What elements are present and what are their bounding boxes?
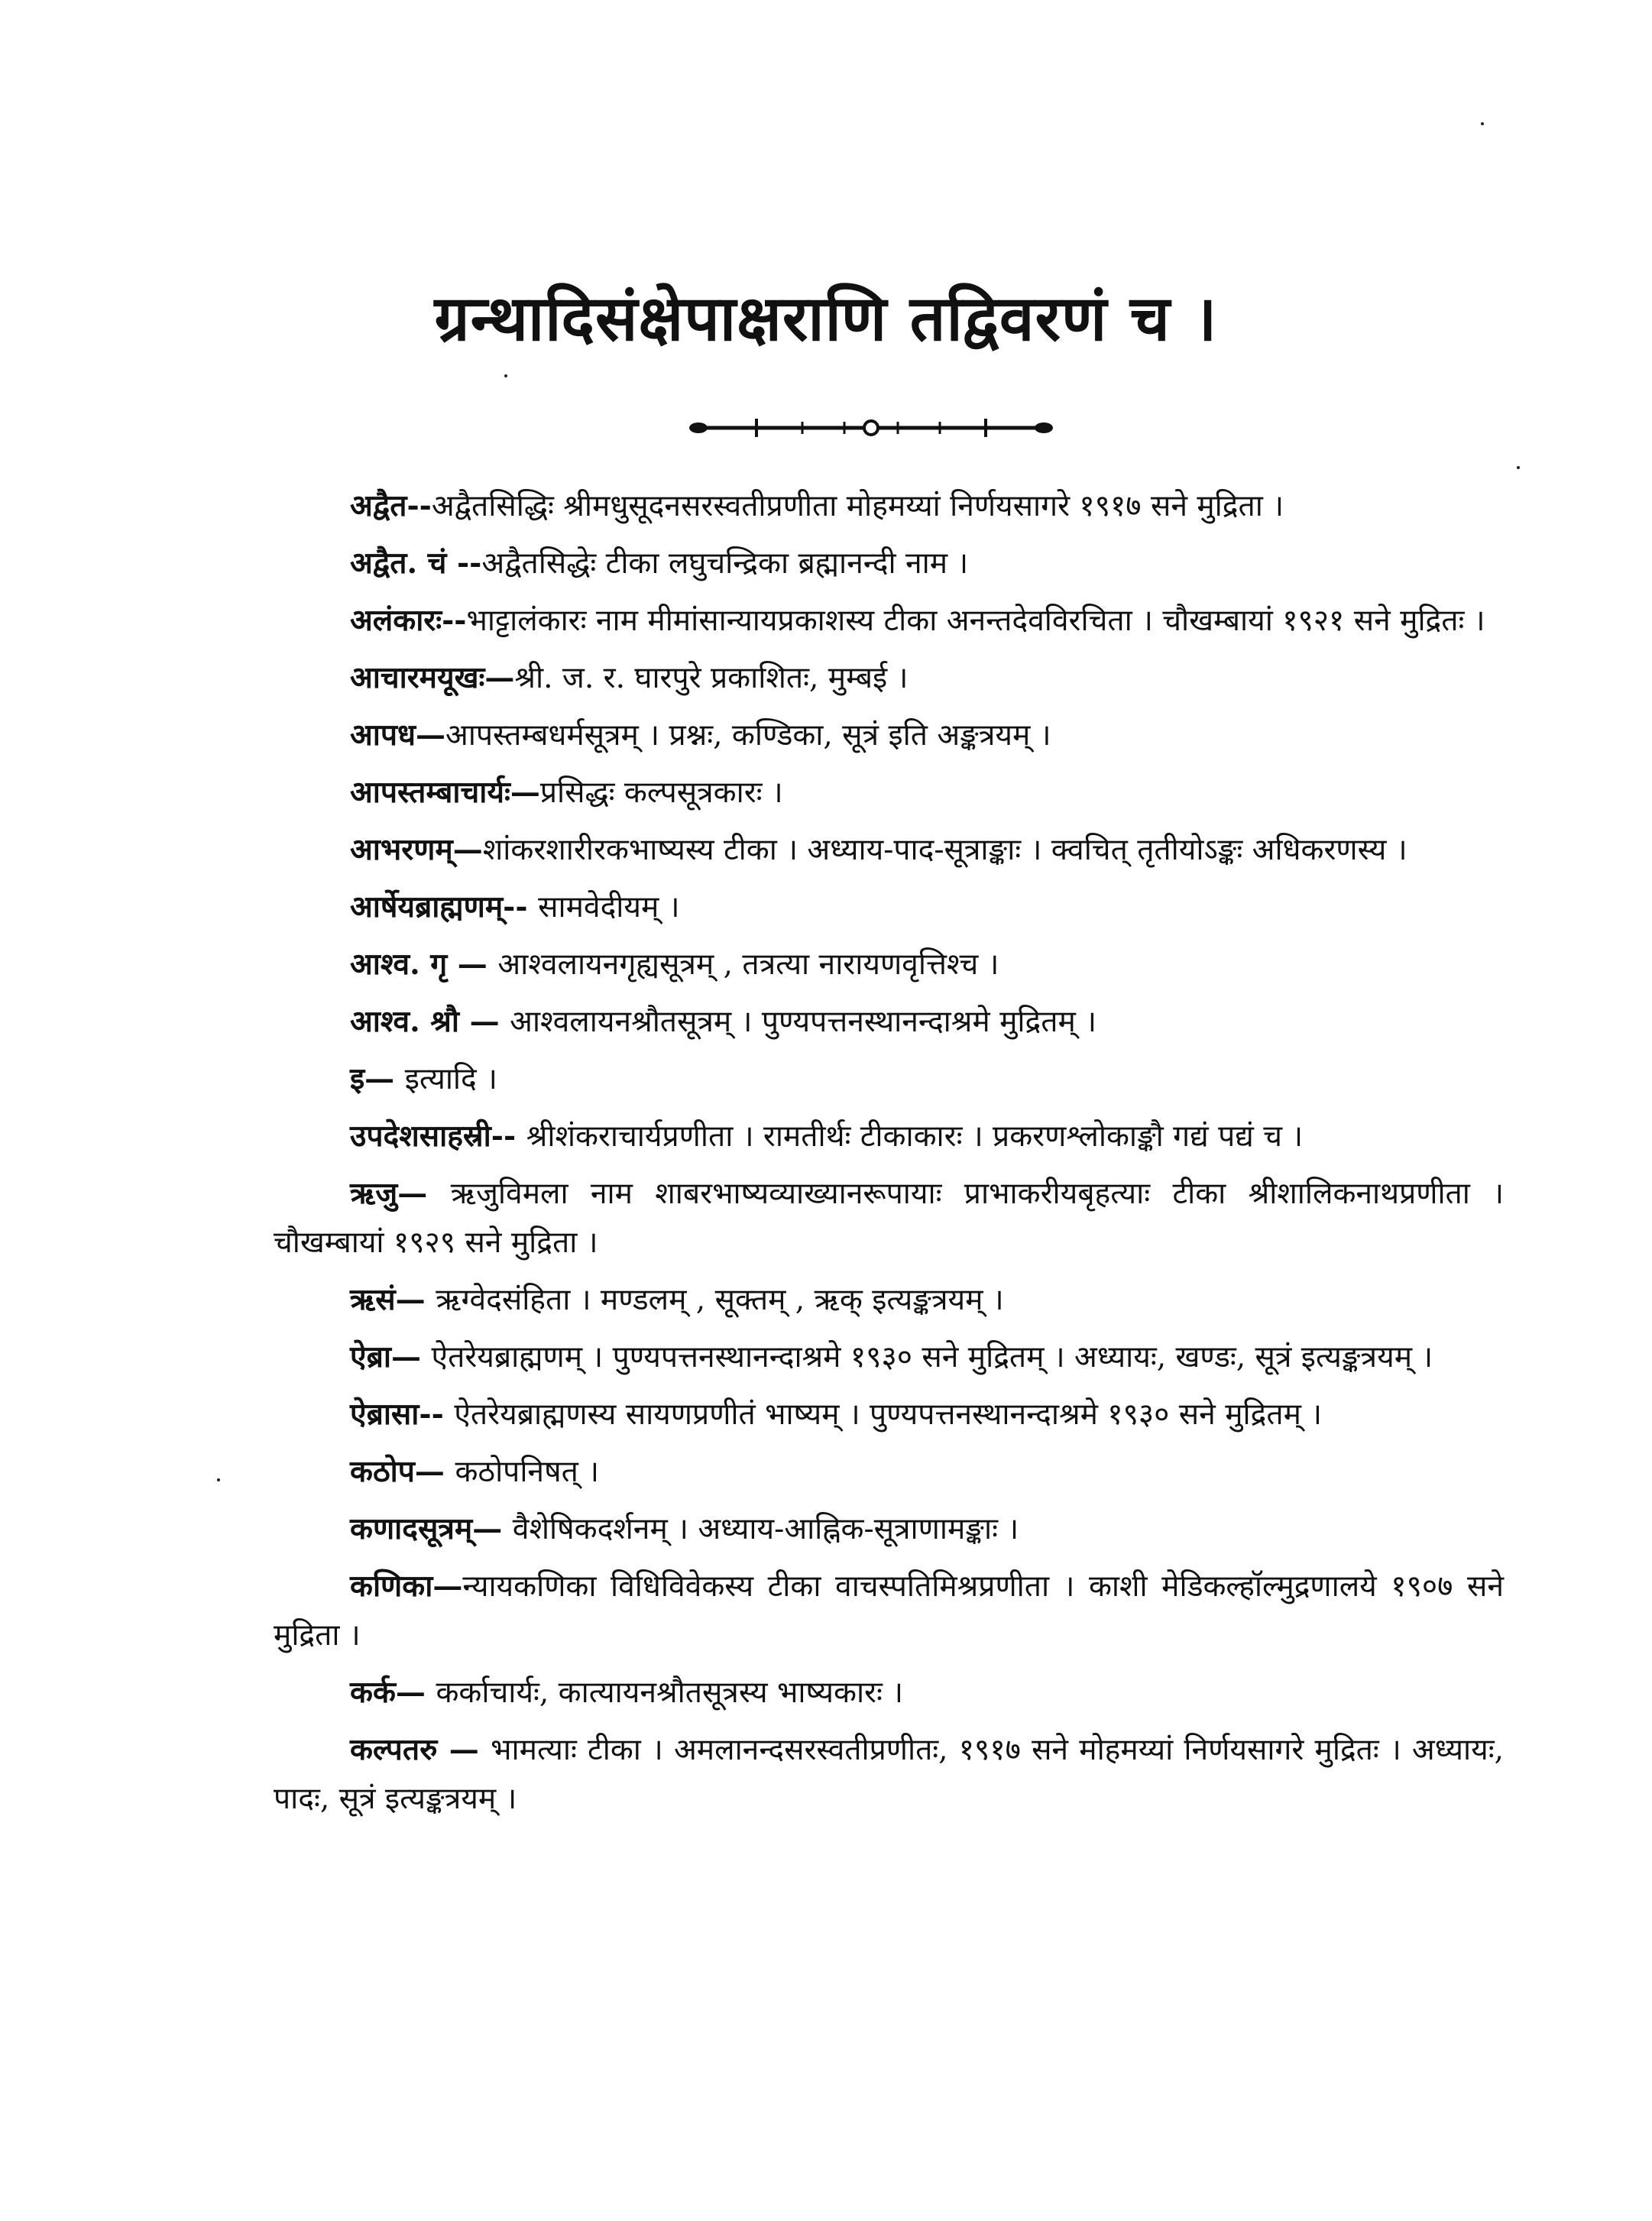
list-item [274, 1390, 1504, 1439]
separator-dash: -- [491, 1119, 526, 1154]
abbreviation-list [274, 481, 1504, 1831]
abbreviation-description: ऐतरेयब्राह्मणस्य सायणप्रणीतं भाष्यम् । पुण्यपत्तनस्थानन्दाश्रमे १९३० सने मुद्रितम् । [454, 1397, 1323, 1432]
separator-dash: -- [407, 488, 432, 523]
abbreviation-term: आश्व. गृ [350, 947, 448, 982]
abbreviation-description: ऐतरेयब्राह्मणम् । पुण्यपत्तनस्थानन्दाश्रमे १९३० सने मुद्रितम् । अध्यायः, खण्डः, सूत्रं इत्यङ्कत्रयम् । [431, 1340, 1433, 1374]
separator-dash: -- [503, 889, 539, 924]
list-item [274, 1275, 1504, 1325]
abbreviation-term: उपदेशसाहस्री [350, 1119, 491, 1154]
list-item [274, 596, 1504, 646]
abbreviation-description: वैशेषिकदर्शनम् । अध्याय-आह्निक-सूत्राणामङ्काः । [512, 1512, 1019, 1546]
abbreviation-description: शांकरशारीरकभाष्यस्य टीका । अध्याय-पाद-सूत्राङ्काः । क्वचित् तृतीयोऽङ्कः अधिकरणस्य । [482, 833, 1407, 867]
separator-dash: — [416, 717, 445, 753]
abbreviation-term: अद्वैत. चं [350, 546, 447, 581]
separator-dash: — [364, 1061, 405, 1096]
list-item [274, 1332, 1504, 1382]
list-item [274, 539, 1504, 588]
scan-speck [1481, 122, 1484, 125]
separator-dash: -- [419, 1397, 455, 1432]
page-title: ग्रन्थादिसंक्षेपाक्षराणि तद्विवरणं च । [434, 282, 1218, 355]
list-item [274, 1504, 1504, 1554]
list-item [274, 1668, 1504, 1718]
list-item [274, 481, 1504, 531]
abbreviation-term: इ [350, 1061, 365, 1096]
list-item [274, 1562, 1504, 1660]
abbreviation-term: कल्पतरु [350, 1732, 438, 1767]
scan-speck [217, 1478, 220, 1481]
list-item [274, 1725, 1504, 1824]
abbreviation-description: श्री. ज. र. घारपुरे प्रकाशितः, मुम्बई । [514, 661, 909, 695]
abbreviation-term: आश्व. श्रौ [350, 1004, 459, 1039]
abbreviation-term: आचारमयूखः [350, 660, 485, 695]
abbreviation-description: आश्वलायनश्रौतसूत्रम् । पुण्यपत्तनस्थानन्दाश्रमे मुद्रितम् । [510, 1005, 1096, 1039]
abbreviation-term: आपध [350, 717, 416, 753]
abbreviation-description: भाट्टालंकारः नाम मीमांसान्यायप्रकाशस्य टीका अनन्तदेवविरचिता । चौखम्बायां १९२१ सने मुद्रितः । [466, 604, 1485, 638]
abbreviation-description: आश्वलायनगृह्यसूत्रम् , तत्रत्या नारायणवृत्तिश्च । [497, 947, 999, 982]
list-item [274, 825, 1504, 875]
separator-dash: — [432, 1569, 463, 1604]
abbreviation-description: भामत्याः टीका । अमलानन्दसरस्वतीप्रणीतः, १९१७ सने मोहमय्यां निर्णयसागरे मुद्रितः । अध्यायः, पादः, सूत्रं इत्यङ्कत्रयम् । [274, 1733, 1504, 1816]
list-item [274, 940, 1504, 989]
abbreviation-term: आपस्तम्बाचार्यः [350, 775, 510, 810]
list-item [274, 882, 1504, 932]
abbreviation-term: ऋजु [350, 1176, 398, 1211]
separator-dash: — [395, 1282, 436, 1317]
abbreviation-description: अद्वैतसिद्धेः टीका लघुचन्द्रिका ब्रह्मानन्दी नाम । [481, 546, 969, 581]
abbreviation-description: अद्वैतसिद्धिः श्रीमधुसूदनसरस्वतीप्रणीता मोहमय्यां निर्णयसागरे १९१७ सने मुद्रिता । [431, 489, 1284, 523]
list-item [274, 1447, 1504, 1497]
abbreviation-description: प्रसिद्धः कल्पसूत्रकारः । [539, 775, 783, 810]
abbreviation-term: ऐब्रासा [350, 1397, 419, 1432]
list-item [274, 1169, 1504, 1268]
separator-dash: — [510, 775, 540, 810]
abbreviation-term: ऋसं [350, 1282, 396, 1317]
abbreviation-term: आभरणम् [350, 832, 453, 867]
abbreviation-description: कर्काचार्यः, कात्यायनश्रौतसूत्रस्य भाष्यकारः । [436, 1675, 904, 1710]
separator-dash: — [437, 1732, 491, 1767]
separator-dash: — [390, 1339, 432, 1374]
abbreviation-description: सामवेदीयम् । [538, 890, 680, 924]
separator-dash: — [397, 1176, 451, 1211]
list-item [274, 711, 1504, 760]
abbreviation-term: आर्षेयब्राह्मणम् [350, 889, 504, 924]
abbreviation-term: कणिका [350, 1569, 433, 1604]
separator-dash: — [459, 1004, 510, 1039]
separator-dash: — [472, 1511, 513, 1546]
separator-dash: — [452, 832, 483, 867]
separator-dash: -- [442, 603, 467, 638]
abbreviation-description: श्रीशंकराचार्यप्रणीता । रामतीर्थः टीकाकारः । प्रकरणश्लोकाङ्कौ गद्यं पद्यं च । [526, 1119, 1304, 1154]
abbreviation-term: कणादसूत्रम् [350, 1511, 473, 1546]
list-item [274, 1054, 1504, 1104]
list-item [274, 768, 1504, 817]
abbreviation-description: ऋग्वेदसंहिता । मण्डलम् , सूक्तम् , ऋक् इत्यङ्कत्रयम् । [436, 1283, 1004, 1317]
list-item [274, 653, 1504, 703]
abbreviation-description: आपस्तम्बधर्मसूत्रम् । प्रश्नः, कण्डिका, सूत्रं इति अङ्कत्रयम् । [445, 718, 1051, 753]
scan-speck [1517, 466, 1520, 469]
scan-speck [504, 374, 507, 377]
abbreviation-description: न्यायकणिका विधिविवेकस्य टीका वाचस्पतिमिश्रप्रणीता । काशी मेडिकल्हॉल्मुद्रणालये १९०७ सने मुद्रिता । [274, 1569, 1504, 1653]
divider-ornament [688, 413, 1054, 443]
separator-dash: — [484, 660, 515, 695]
abbreviation-description: ऋजुविमला नाम शाबरभाष्यव्याख्यानरूपायाः प्राभाकरीयबृहत्याः टीका श्रीशालिकनाथप्रणीता । चौखम्बायां १९२९ सने मुद्रिता । [274, 1177, 1504, 1260]
separator-dash: — [447, 947, 498, 982]
abbreviation-term: अद्वैत [350, 488, 407, 523]
abbreviation-term: अलंकारः [350, 603, 442, 638]
separator-dash: -- [446, 546, 482, 581]
separator-dash: — [395, 1675, 436, 1710]
abbreviation-term: कर्क [350, 1675, 396, 1710]
list-item [274, 1112, 1504, 1161]
abbreviation-description: कठोपनिषत् । [455, 1455, 600, 1489]
separator-dash: — [414, 1454, 455, 1489]
abbreviation-term: कठोप [350, 1454, 415, 1489]
abbreviation-description: इत्यादि । [404, 1062, 497, 1096]
abbreviation-term: ऐब्रा [350, 1339, 391, 1374]
list-item [274, 997, 1504, 1047]
